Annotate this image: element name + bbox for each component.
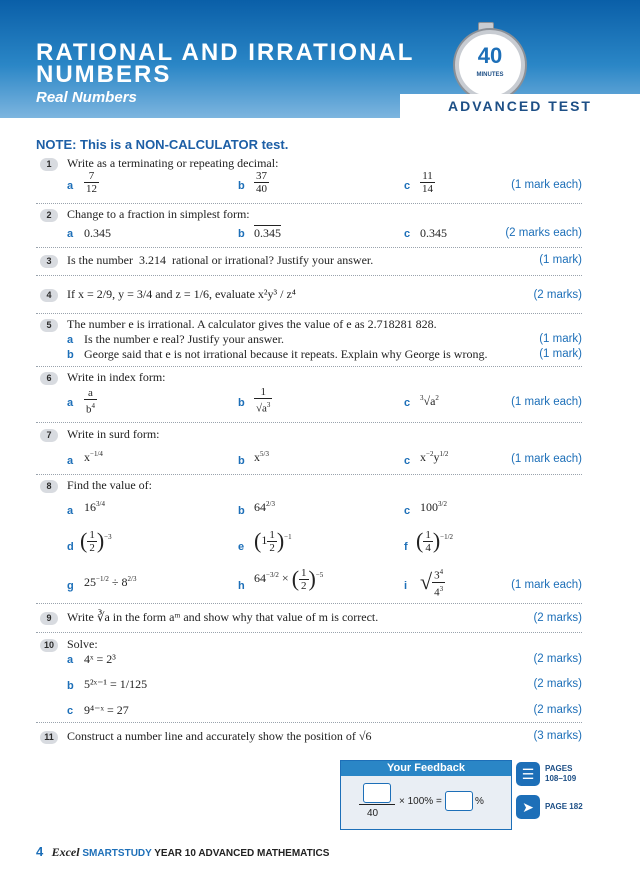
part-label: b <box>67 349 74 361</box>
expression: $x^{5/3}$ <box>254 450 269 464</box>
divider <box>36 313 582 314</box>
marks-label: (1 mark each) <box>511 579 582 591</box>
question-text: Write in index form: <box>67 370 166 384</box>
part-label: a <box>67 505 74 517</box>
part-label: b <box>67 680 74 692</box>
book-pages-icon[interactable]: ☰ <box>516 762 540 786</box>
expression: $x^{-2}y^{1/2}$ <box>420 450 449 464</box>
page-ref: PAGE 182 <box>545 802 583 811</box>
expression: $x^{-1/4}$ <box>84 450 103 464</box>
feedback-formula: × 100% = <box>399 796 442 807</box>
question-text: If x = 2/9, y = 3/4 and z = 1/6, evaluate x²y³ / z⁴ <box>67 287 296 301</box>
marks-label: (1 mark each) <box>511 396 582 408</box>
marks-label: (1 mark) <box>539 348 582 360</box>
part-label: a <box>67 397 74 409</box>
pages-ref-label: PAGES <box>545 764 573 773</box>
fraction: $\frac{37}{40}$ <box>256 170 267 195</box>
timer-value: 40 <box>477 43 503 68</box>
percent-input-box[interactable] <box>445 791 473 811</box>
expression: $16^{3/4}$ <box>84 500 105 514</box>
question-text: The number e is irrational. A calculator gives the value of e as 2.718281 828. <box>67 317 437 331</box>
part-label: f <box>404 541 408 553</box>
series-name: SMARTSTUDY <box>82 848 152 859</box>
feedback-denominator: 40 <box>367 808 379 819</box>
marks-label: (2 marks) <box>533 653 582 665</box>
expression: $^3√a^2$ <box>420 394 439 408</box>
expression: $64^{2/3}$ <box>254 500 275 514</box>
part-label: c <box>404 180 411 192</box>
part-label: a <box>67 334 74 346</box>
feedback-title: Your Feedback <box>341 761 511 776</box>
marks-label: (2 marks each) <box>505 227 582 239</box>
part-label: c <box>404 455 411 467</box>
recurring-decimal: 0.345 <box>420 226 447 240</box>
fraction: $\frac{11}{14}$ <box>422 170 433 195</box>
question-text: Write in surd form: <box>67 427 160 441</box>
page-number: 4 <box>36 844 44 859</box>
fraction-bar <box>359 804 395 805</box>
question-number: 4 <box>40 289 58 302</box>
brand-name: Excel <box>51 845 80 859</box>
marks-label: (2 marks) <box>533 678 582 690</box>
question-number: 1 <box>40 158 58 171</box>
calculator-note: NOTE: This is a NON-CALCULATOR test. <box>36 137 289 152</box>
part-label: c <box>404 228 411 240</box>
divider <box>36 247 582 248</box>
divider <box>36 632 582 633</box>
marks-label: (2 marks) <box>533 704 582 716</box>
part-label: b <box>238 397 245 409</box>
part-label: c <box>404 505 411 517</box>
pages-ref-range: 108–109 <box>545 774 577 783</box>
stopwatch-icon <box>455 30 525 100</box>
question-text: Is the number 3.214 rational or irrational? Justify your answer. <box>67 253 374 267</box>
part-label: g <box>67 580 74 592</box>
part-label: d <box>67 541 74 553</box>
divider <box>36 366 582 367</box>
expression: √ $\frac{3^4}{4^3}$ <box>420 568 444 599</box>
part-label: b <box>238 505 245 517</box>
expression: $100^{3/2}$ <box>420 500 447 514</box>
expression: $64^{-3/2}$ × ( $\frac{1}{2}$ )$^{-5}$ <box>254 566 324 592</box>
marks-label: (2 marks) <box>533 289 582 301</box>
pointer-icon[interactable]: ➤ <box>516 795 540 819</box>
equation: 4ˣ = 2³ <box>84 652 116 666</box>
part-label: a <box>67 180 74 192</box>
question-number: 11 <box>40 731 58 744</box>
part-label: i <box>404 580 408 592</box>
part-label: a <box>67 654 74 666</box>
divider <box>36 422 582 423</box>
percent-sign: % <box>475 796 484 807</box>
question-number: 3 <box>40 255 58 268</box>
part-text: George said that e is not irrational because it repeats. Explain why George is wrong. <box>84 347 488 361</box>
divider <box>36 474 582 475</box>
title-line-1: RATIONAL AND IRRATIONAL <box>36 39 415 66</box>
part-label: h <box>238 580 245 592</box>
divider <box>36 722 582 723</box>
recurring-decimal: 0.345 <box>254 226 281 240</box>
advanced-test-badge: ADVANCED TEST <box>400 94 640 118</box>
question-text: Find the value of: <box>67 478 152 492</box>
expression: (1 $\frac{1}{2}$ )$^{-1}$ <box>254 528 292 554</box>
marks-label: (1 mark) <box>539 254 582 266</box>
timer-label: MINUTES <box>476 72 504 78</box>
expression: $\frac{a}{b^4}$ <box>86 387 95 416</box>
part-label: b <box>238 228 245 240</box>
question-number: 9 <box>40 612 58 625</box>
part-label: b <box>238 455 245 467</box>
question-text: Write as a terminating or repeating decimal: <box>67 156 279 170</box>
part-label: e <box>238 541 245 553</box>
marks-label: (1 mark each) <box>511 179 582 191</box>
divider <box>36 603 582 604</box>
divider <box>36 203 582 204</box>
page-subtitle: Real Numbers <box>36 89 137 106</box>
page-title <box>36 39 415 88</box>
score-input-box[interactable] <box>363 783 391 803</box>
part-label: a <box>67 228 74 240</box>
feedback-box <box>340 760 512 830</box>
part-label: b <box>238 180 245 192</box>
marks-label: (3 marks) <box>533 730 582 742</box>
expression: ( $\frac{1}{2}$ )$^{-3}$ <box>80 528 112 554</box>
part-label: c <box>404 397 411 409</box>
question-number: 6 <box>40 372 58 385</box>
fraction: $\frac{7}{12}$ <box>86 170 97 195</box>
part-label: a <box>67 455 74 467</box>
question-number: 10 <box>40 639 58 652</box>
equation: 5²ˣ⁻¹ = 1/125 <box>84 677 148 691</box>
divider <box>36 275 582 276</box>
question-text: Change to a fraction in simplest form: <box>67 207 250 221</box>
question-text: Write ∛a in the form aᵐ and show why that value of m is correct. <box>67 610 379 624</box>
expression: ( $\frac{1}{4}$ )$^{-1/2}$ <box>416 528 454 554</box>
part-text: Is the number e real? Justify your answer. <box>84 332 284 346</box>
part-label: c <box>67 705 74 717</box>
expression: $25^{-1/2} \div 8^{2/3}$ <box>84 575 137 589</box>
marks-label: (1 mark) <box>539 333 582 345</box>
question-text: Construct a number line and accurately show the position of √6 <box>67 729 372 743</box>
question-number: 8 <box>40 480 58 493</box>
footer <box>36 844 329 860</box>
book-title: YEAR 10 ADVANCED MATHEMATICS <box>154 848 330 859</box>
question-number: 5 <box>40 319 58 332</box>
marks-label: (1 mark each) <box>511 453 582 465</box>
recurring-decimal: 0.345 <box>84 226 111 240</box>
question-number: 2 <box>40 209 58 222</box>
title-line-2: NUMBERS <box>36 61 172 88</box>
question-number: 7 <box>40 429 58 442</box>
marks-label: (2 marks) <box>533 612 582 624</box>
question-text: Solve: <box>67 637 98 651</box>
equation: 9⁴⁻ˣ = 27 <box>84 703 129 717</box>
expression: $\frac{1}{√a^3}$ <box>256 386 271 415</box>
